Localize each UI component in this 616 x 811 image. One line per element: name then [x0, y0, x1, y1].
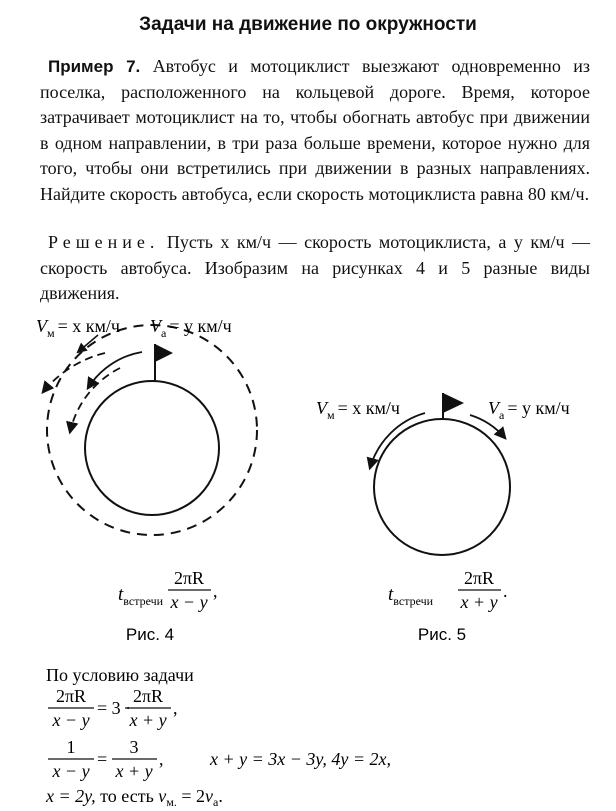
- figure-5: [316, 393, 570, 644]
- fig4-denominator: x − y: [170, 592, 208, 612]
- eq1-middle: = 3 ·: [97, 698, 132, 718]
- fig4-caption: Рис. 4: [125, 625, 175, 644]
- derivation: [45, 665, 391, 809]
- final-line: x = 2y, то есть $v_{м.} = 2v_а$.: [46, 786, 223, 809]
- derivation-intro: По условию задачи: [46, 665, 194, 685]
- fig5-va-text: $V_а = y$ км/ч: [488, 398, 570, 422]
- fig4-numerator: 2πR: [173, 568, 205, 588]
- fig5-tail: .: [503, 581, 508, 601]
- fig4-tail: ,: [213, 581, 218, 601]
- fig4-vm-text: $V_м = x$ км/ч: [36, 316, 120, 340]
- fig4-t-label: $t_{встречи}$: [118, 584, 164, 608]
- fig4-flag-icon: [155, 344, 173, 362]
- fig5-circle: [374, 419, 510, 555]
- fig5-denominator: x + y: [460, 592, 498, 612]
- eq2-rest: x + y = 3x − 3y, 4y = 2x,: [210, 749, 392, 769]
- fig4-outer-dashed-circle: [47, 325, 257, 535]
- eq1-numerator-1: 2πR: [55, 686, 87, 706]
- fig5-numerator: 2πR: [463, 568, 495, 588]
- fig4-inner-circle: [85, 381, 219, 515]
- eq1-denominator-2: x + y: [129, 710, 167, 730]
- eq2-middle: =: [97, 749, 108, 769]
- fig5-motorcycle-arrow-icon: [370, 413, 425, 468]
- fig4-va-text: $V_а = y$ км/ч: [150, 316, 232, 340]
- eq1-denominator-1: x − y: [52, 710, 90, 730]
- example-text: Автобус и мотоциклист выезжают одновременно из поселка, расположенного на кольцевой дороге. Время, которое затрачивает мотоциклист на то, чтобы обогнать автобус при движении в одном направлении, в три раза больше времени, которое нужно для того, чтобы они встретились при движении в разных направлениях. Найдите скорость автобуса, если скорость мотоциклиста равна 80 км/ч.: [40, 56, 590, 204]
- page-title: Задачи на движение по окружности: [139, 14, 477, 35]
- eq2-numerator-1: 1: [66, 737, 76, 757]
- solution-label: Решение.: [48, 232, 160, 252]
- eq1-numerator-2: 2πR: [132, 686, 164, 706]
- solution-text: Пусть x км/ч — скорость мотоциклиста, а y км/ч — скорость автобуса. Изобразим на рисунках 4 и 5 разные виды движения.: [40, 232, 590, 304]
- eq2-numerator-2: 3: [129, 737, 139, 757]
- eq2-denominator-2: x + y: [115, 761, 153, 781]
- eq1-tail: ,: [173, 698, 178, 718]
- fig5-caption: Рис. 5: [417, 625, 467, 644]
- example-label: Пример 7.: [48, 57, 141, 76]
- figure-4: [36, 316, 257, 644]
- fig4-pointer-icon: [78, 335, 98, 352]
- fig5-flag-icon: [443, 393, 464, 413]
- eq2-tail: ,: [159, 749, 164, 769]
- eq2-denominator-1: x − y: [52, 761, 90, 781]
- fig5-vm-text: $V_м = x$ км/ч: [316, 398, 400, 422]
- fig5-t-label: $t_{встречи}$: [388, 584, 434, 608]
